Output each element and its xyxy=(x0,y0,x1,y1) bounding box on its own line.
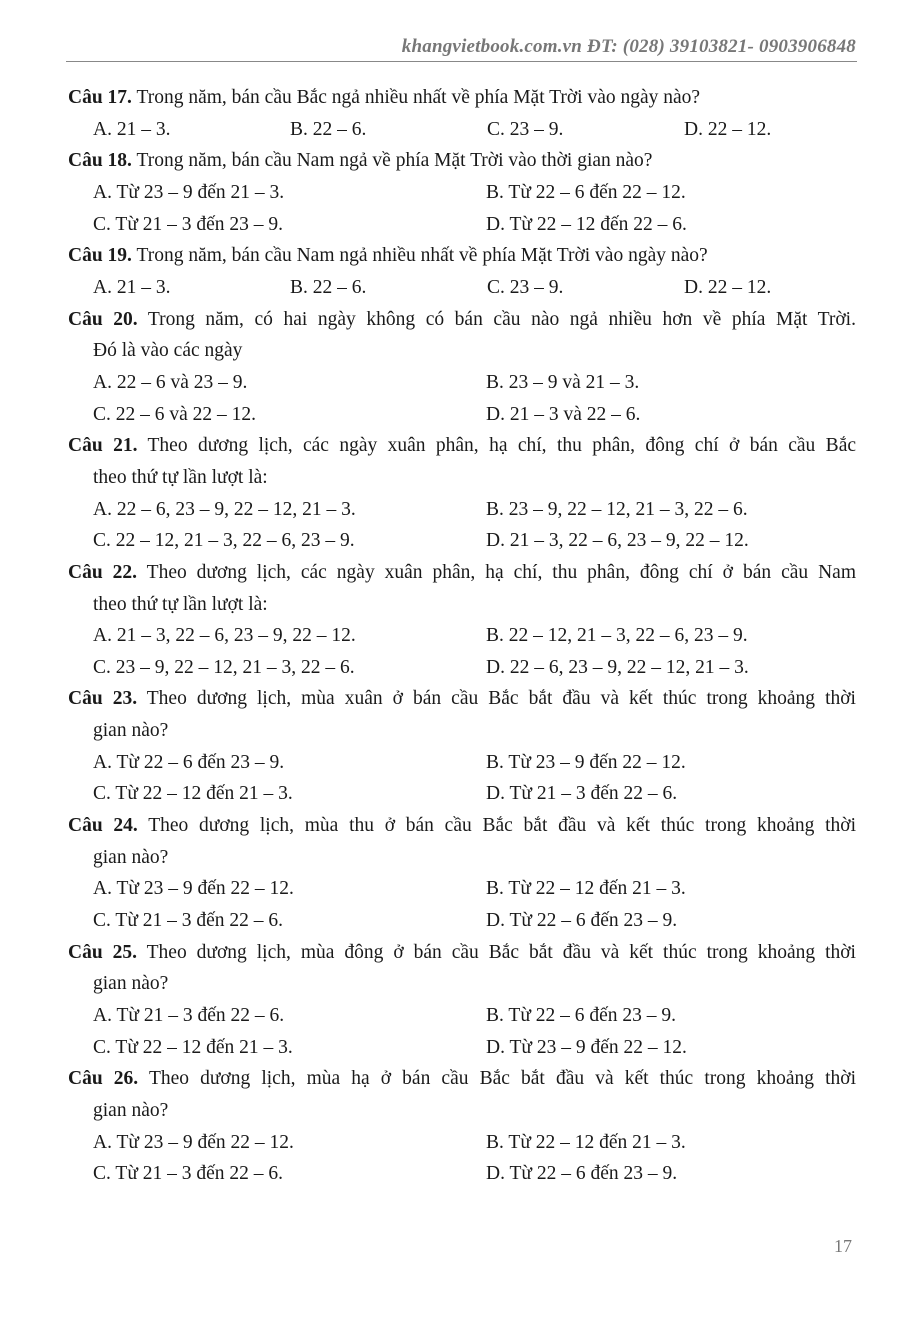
question-line xyxy=(68,683,856,715)
answer-option: C. 23 – 9. xyxy=(487,118,564,140)
question-block xyxy=(68,82,856,145)
question-block xyxy=(68,937,856,1064)
answer-option: D. Từ 22 – 6 đến 23 – 9. xyxy=(486,910,678,932)
answer-option: C. 22 – 6 và 22 – 12. xyxy=(93,403,257,425)
question-line xyxy=(68,968,856,1000)
question-text: theo thứ tự lần lượt là: xyxy=(93,466,268,488)
question-line xyxy=(68,557,856,589)
question-line xyxy=(68,810,856,842)
answer-option: A. 21 – 3. xyxy=(93,118,171,140)
answer-options xyxy=(68,620,856,683)
question-text: Trong năm, bán cầu Bắc ngả nhiều nhất về phía Mặt Trời vào ngày nào? xyxy=(136,87,701,108)
question-text: Đó là vào các ngày xyxy=(93,340,243,362)
answer-options xyxy=(68,747,856,810)
answer-option: D. 21 – 3, 22 – 6, 23 – 9, 22 – 12. xyxy=(486,530,749,552)
question-text: Theo dương lịch, mùa đông ở bán cầu Bắc bắt đầu và kết thúc trong khoảng thời xyxy=(146,941,856,963)
answer-option: A. 22 – 6 và 23 – 9. xyxy=(93,371,248,393)
answer-option: D. Từ 21 – 3 đến 22 – 6. xyxy=(486,783,678,805)
question-number: Câu 23. xyxy=(68,688,138,710)
answer-option: D. Từ 23 – 9 đến 22 – 12. xyxy=(486,1036,687,1058)
answer-option: D. 22 – 6, 23 – 9, 22 – 12, 21 – 3. xyxy=(486,656,749,678)
page-header: khangvietbook.com.vn ĐT: (028) 39103821- 0903906848 xyxy=(401,36,856,57)
header-divider xyxy=(66,61,857,62)
answer-option: C. Từ 21 – 3 đến 23 – 9. xyxy=(93,213,284,235)
answer-option: C. 23 – 9, 22 – 12, 21 – 3, 22 – 6. xyxy=(93,656,355,678)
question-line xyxy=(68,462,856,494)
question-number: Câu 17. xyxy=(68,87,132,108)
question-list xyxy=(68,82,856,1190)
question-text: gian nào? xyxy=(93,720,169,742)
answer-option: D. 22 – 12. xyxy=(684,118,772,140)
question-number: Câu 25. xyxy=(68,941,138,963)
answer-options xyxy=(68,114,856,146)
question-text: Theo dương lịch, các ngày xuân phân, hạ chí, thu phân, đông chí ở bán cầu Nam xyxy=(146,561,856,583)
question-text: Trong năm, bán cầu Nam ngả về phía Mặt Trời vào thời gian nào? xyxy=(136,150,653,172)
question-text: Trong năm, có hai ngày không có bán cầu nào ngả nhiều hơn về phía Mặt Trời. xyxy=(147,308,856,330)
answer-option: A. Từ 22 – 6 đến 23 – 9. xyxy=(93,751,285,773)
answer-option: A. 21 – 3, 22 – 6, 23 – 9, 22 – 12. xyxy=(93,625,356,647)
answer-option: D. 22 – 12. xyxy=(684,276,772,298)
question-number: Câu 19. xyxy=(68,245,132,267)
question-block xyxy=(68,304,856,431)
question-text: gian nào? xyxy=(93,1100,169,1121)
question-line xyxy=(68,82,856,114)
answer-options xyxy=(68,272,856,304)
question-number: Câu 18. xyxy=(68,150,132,172)
answer-option: B. 22 – 6. xyxy=(290,118,367,140)
question-text: Theo dương lịch, mùa xuân ở bán cầu Bắc bắt đầu và kết thúc trong khoảng thời xyxy=(146,688,856,710)
question-block xyxy=(68,557,856,684)
answer-option: B. Từ 22 – 12 đến 21 – 3. xyxy=(486,1131,686,1153)
question-block xyxy=(68,145,856,240)
question-text: Theo dương lịch, mùa thu ở bán cầu Bắc bắt đầu và kết thúc trong khoảng thời xyxy=(148,815,856,837)
question-number: Câu 24. xyxy=(68,815,138,837)
answer-option: B. 22 – 12, 21 – 3, 22 – 6, 23 – 9. xyxy=(486,625,748,647)
question-block xyxy=(68,1063,856,1190)
question-line xyxy=(68,715,856,747)
question-number: Câu 20. xyxy=(68,308,138,330)
question-number: Câu 26. xyxy=(68,1068,139,1090)
question-number: Câu 21. xyxy=(68,435,138,457)
question-text: Theo dương lịch, các ngày xuân phân, hạ chí, thu phân, đông chí ở bán cầu Bắc xyxy=(147,435,857,457)
question-block xyxy=(68,430,856,557)
question-line xyxy=(68,589,856,621)
answer-option: A. 22 – 6, 23 – 9, 22 – 12, 21 – 3. xyxy=(93,498,356,520)
question-block xyxy=(68,240,856,303)
answer-option: B. 23 – 9, 22 – 12, 21 – 3, 22 – 6. xyxy=(486,498,748,520)
question-line xyxy=(68,240,856,272)
answer-option: D. 21 – 3 và 22 – 6. xyxy=(486,403,641,425)
answer-option: A. Từ 23 – 9 đến 22 – 12. xyxy=(93,878,294,900)
answer-option: C. Từ 22 – 12 đến 21 – 3. xyxy=(93,783,293,805)
answer-option: A. Từ 21 – 3 đến 22 – 6. xyxy=(93,1005,285,1027)
question-line xyxy=(68,430,856,462)
answer-option: C. Từ 21 – 3 đến 22 – 6. xyxy=(93,1163,284,1185)
question-line xyxy=(68,145,856,177)
page-number: 17 xyxy=(834,1236,852,1256)
answer-options xyxy=(68,177,856,240)
question-block xyxy=(68,683,856,810)
answer-option: C. 23 – 9. xyxy=(487,276,564,298)
question-line xyxy=(68,842,856,874)
answer-option: D. Từ 22 – 6 đến 23 – 9. xyxy=(486,1163,678,1185)
question-text: gian nào? xyxy=(93,973,169,995)
question-text: theo thứ tự lần lượt là: xyxy=(93,593,268,615)
answer-option: D. Từ 22 – 12 đến 22 – 6. xyxy=(486,213,687,235)
answer-option: C. Từ 22 – 12 đến 21 – 3. xyxy=(93,1036,293,1058)
answer-option: A. Từ 23 – 9 đến 21 – 3. xyxy=(93,181,285,203)
answer-option: C. Từ 21 – 3 đến 22 – 6. xyxy=(93,910,284,932)
question-line xyxy=(68,304,856,336)
answer-option: B. Từ 23 – 9 đến 22 – 12. xyxy=(486,751,686,773)
question-number: Câu 22. xyxy=(68,561,138,583)
question-text: Theo dương lịch, mùa hạ ở bán cầu Bắc bắt đầu và kết thúc trong khoảng thời xyxy=(148,1068,856,1090)
question-text: gian nào? xyxy=(93,846,169,868)
question-line xyxy=(68,1095,856,1127)
answer-option: A. Từ 23 – 9 đến 22 – 12. xyxy=(93,1131,294,1153)
question-line xyxy=(68,335,856,367)
answer-options xyxy=(68,1127,856,1190)
answer-options xyxy=(68,367,856,430)
answer-option: C. 22 – 12, 21 – 3, 22 – 6, 23 – 9. xyxy=(93,530,355,552)
question-line xyxy=(68,1063,856,1095)
answer-option: B. Từ 22 – 6 đến 22 – 12. xyxy=(486,181,686,203)
question-line xyxy=(68,937,856,969)
answer-options xyxy=(68,494,856,557)
answer-options xyxy=(68,873,856,936)
answer-options xyxy=(68,1000,856,1063)
answer-option: B. 23 – 9 và 21 – 3. xyxy=(486,371,640,393)
question-text: Trong năm, bán cầu Nam ngả nhiều nhất về phía Mặt Trời vào ngày nào? xyxy=(136,245,708,267)
question-block xyxy=(68,810,856,937)
answer-option: B. 22 – 6. xyxy=(290,276,367,298)
answer-option: A. 21 – 3. xyxy=(93,276,171,298)
answer-option: B. Từ 22 – 6 đến 23 – 9. xyxy=(486,1005,677,1027)
answer-option: B. Từ 22 – 12 đến 21 – 3. xyxy=(486,878,686,900)
